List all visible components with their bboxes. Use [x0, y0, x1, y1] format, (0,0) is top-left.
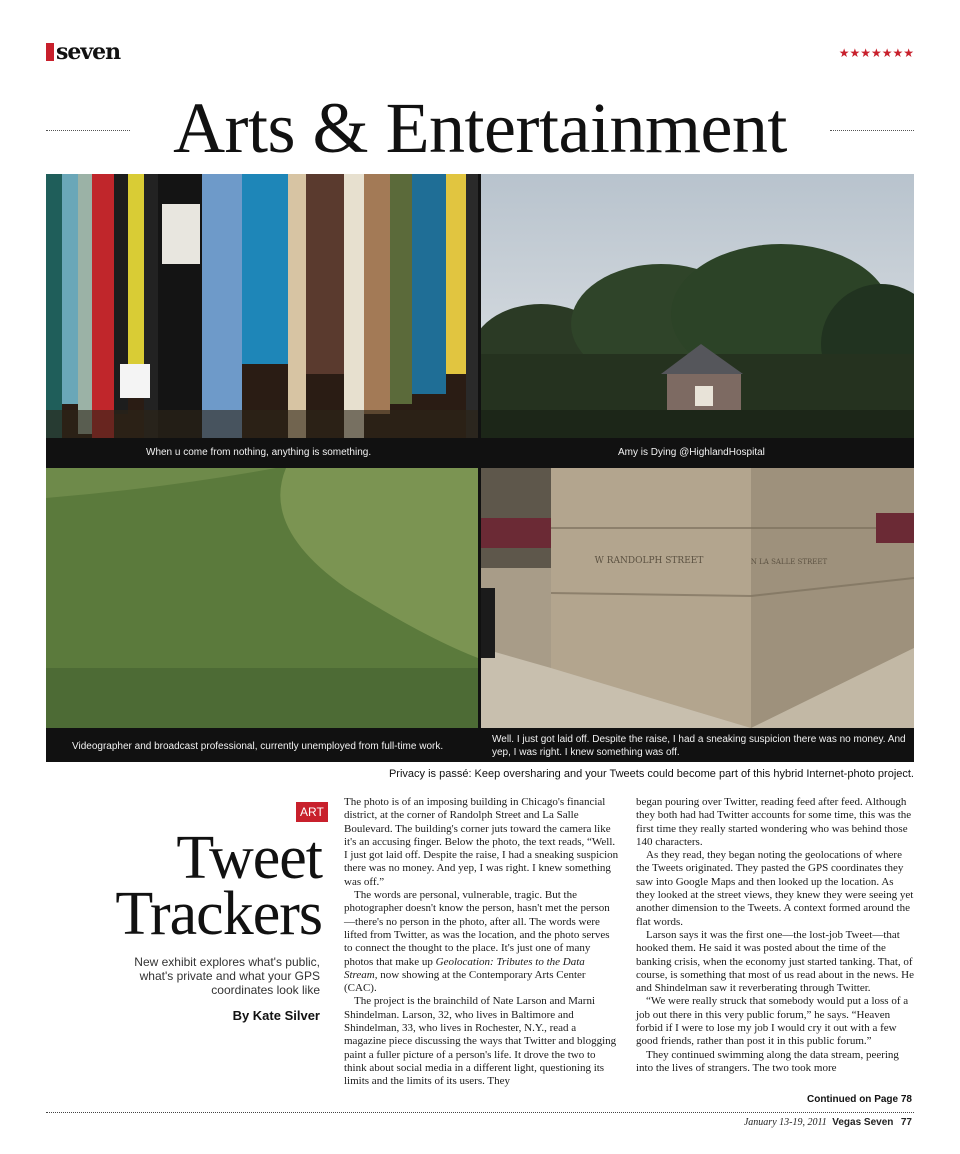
- logo: [46, 39, 121, 65]
- street-sign-randolph: W RANDOLPH STREET: [594, 556, 704, 566]
- continued-link[interactable]: Continued on Page 78: [806, 1094, 912, 1105]
- section-title: Arts & Entertainment: [173, 88, 787, 168]
- masthead: [46, 40, 914, 70]
- photo-grass: [46, 468, 478, 728]
- paragraph: The project is the brainchild of Nate Larson and Marni Shindelman. Larson, 32, who lives in Baltimore and Shindelman, 33, who lives in Rochester, N.Y., read a magazine piece discussing the ways that Twitter and blogging paint a fuller picture of a person's life. It drove the two to think about social media in a different light, questioning its limits and the limits of its users. They: [344, 995, 617, 1088]
- dek: New exhibit explores what's public, what's private and what your GPS coordinates look like: [134, 955, 320, 997]
- headline-line-1: Tweet: [176, 824, 322, 892]
- section-header: [46, 88, 914, 168]
- photo-caption-4: Well. I just got laid off. Despite the raise, I had a sneaking suspicion there was no money. And yep, I was right. I knew something was off.: [492, 734, 906, 758]
- paragraph: began pouring over Twitter, reading feed after feed. Although they both had had Twitter accounts for some time, this was the first time they really started wondering who was behind those 140 characters.: [636, 796, 912, 848]
- dotted-divider-left: [46, 130, 130, 131]
- page-footer: [744, 1117, 912, 1128]
- photo-caption-3: Videographer and broadcast professional, currently unemployed from full-time work.: [72, 741, 444, 752]
- byline: By Kate Silver: [232, 1008, 320, 1023]
- photo-spread-caption: Privacy is passé: Keep oversharing and your Tweets could become part of this hybrid Internet-photo project.: [388, 768, 914, 780]
- street-sign-lasalle: N LA SALLE STREET: [750, 558, 828, 566]
- house-image: [481, 174, 914, 438]
- paragraph: As they read, they began noting the geolocations of where the Tweets originated. They pasted the GPS coordinates they saw into Google Maps and then looked up the location. As they looked at the street views, they knew they were seeing yet another dimension to the Tweets. A context formed around the flat words.: [636, 849, 914, 928]
- category-tag: ART: [296, 802, 328, 822]
- paragraph: They continued swimming along the data stream, peering into the lives of strangers. The two took more: [636, 1048, 899, 1074]
- exhibit-title: Geolocation: Tributes to the Data Stream,: [344, 955, 585, 981]
- article-column-2: [636, 796, 914, 1075]
- photo-caption-2: Amy is Dying @HighlandHospital: [618, 447, 765, 458]
- grass-image: [46, 468, 478, 728]
- photo-caption-1: When u come from nothing, anything is something.: [146, 447, 372, 458]
- footer-divider: [46, 1112, 914, 1113]
- dotted-divider-right: [830, 130, 914, 131]
- paragraph: The words are personal, vulnerable, tragic. But the photographer doesn't know the person, hasn't met the person—there's no person in the photo, after all. The words were lifted from Twitter, as was the location, and the photo serves to connect the thought to the place. It's just one of many photos that make up Geolocation: Tributes to the Data Stream, now showing at the Contemporary Arts Center (CAC).: [344, 889, 610, 995]
- photo-house: [481, 174, 914, 438]
- star-rating-decoration: ★★★★★★★: [838, 46, 914, 60]
- paragraph: “We were really struck that somebody would put a loss of a job out there in this very public forum,” he says. “Heaven forbid if I were to lose my job I would cry it out with a few good friends, rather than post it in this public forum.”: [636, 995, 909, 1048]
- headline: [66, 824, 322, 948]
- headline-line-2: Trackers: [115, 880, 322, 948]
- photo-coats: [46, 174, 478, 438]
- paragraph: Larson says it was the first one—the lost-job Tweet—that hooked them. He said it was posted about the time of the banking crisis, when the economy just started tanking. That, of course, is something that most of us read about in the news. He and Shindelman saw it reverberating through Twitter.: [636, 928, 915, 995]
- photo-building-corner: [481, 468, 914, 728]
- logo-text: seven: [56, 39, 121, 65]
- photo-grid: [46, 174, 914, 762]
- publication-name: Vegas Seven: [832, 1117, 894, 1128]
- issue-date: January 13-19, 2011: [743, 1117, 827, 1128]
- coats-image: [46, 174, 478, 438]
- paragraph: The photo is of an imposing building in Chicago's financial district, at the corner of Randolph Street and La Salle Boulevard. The building's corner juts toward the camera like it's an accusing finger. Below the photo, the text reads, “Well. I just got laid off. Despite the raise, I had a sneaking suspicion there was no money. And yep, I was right. I knew something was off.”: [344, 796, 619, 888]
- logo-mark: [46, 43, 54, 61]
- page-number: 77: [900, 1117, 912, 1128]
- building-image: [481, 468, 914, 728]
- article-column-1: [344, 796, 620, 1089]
